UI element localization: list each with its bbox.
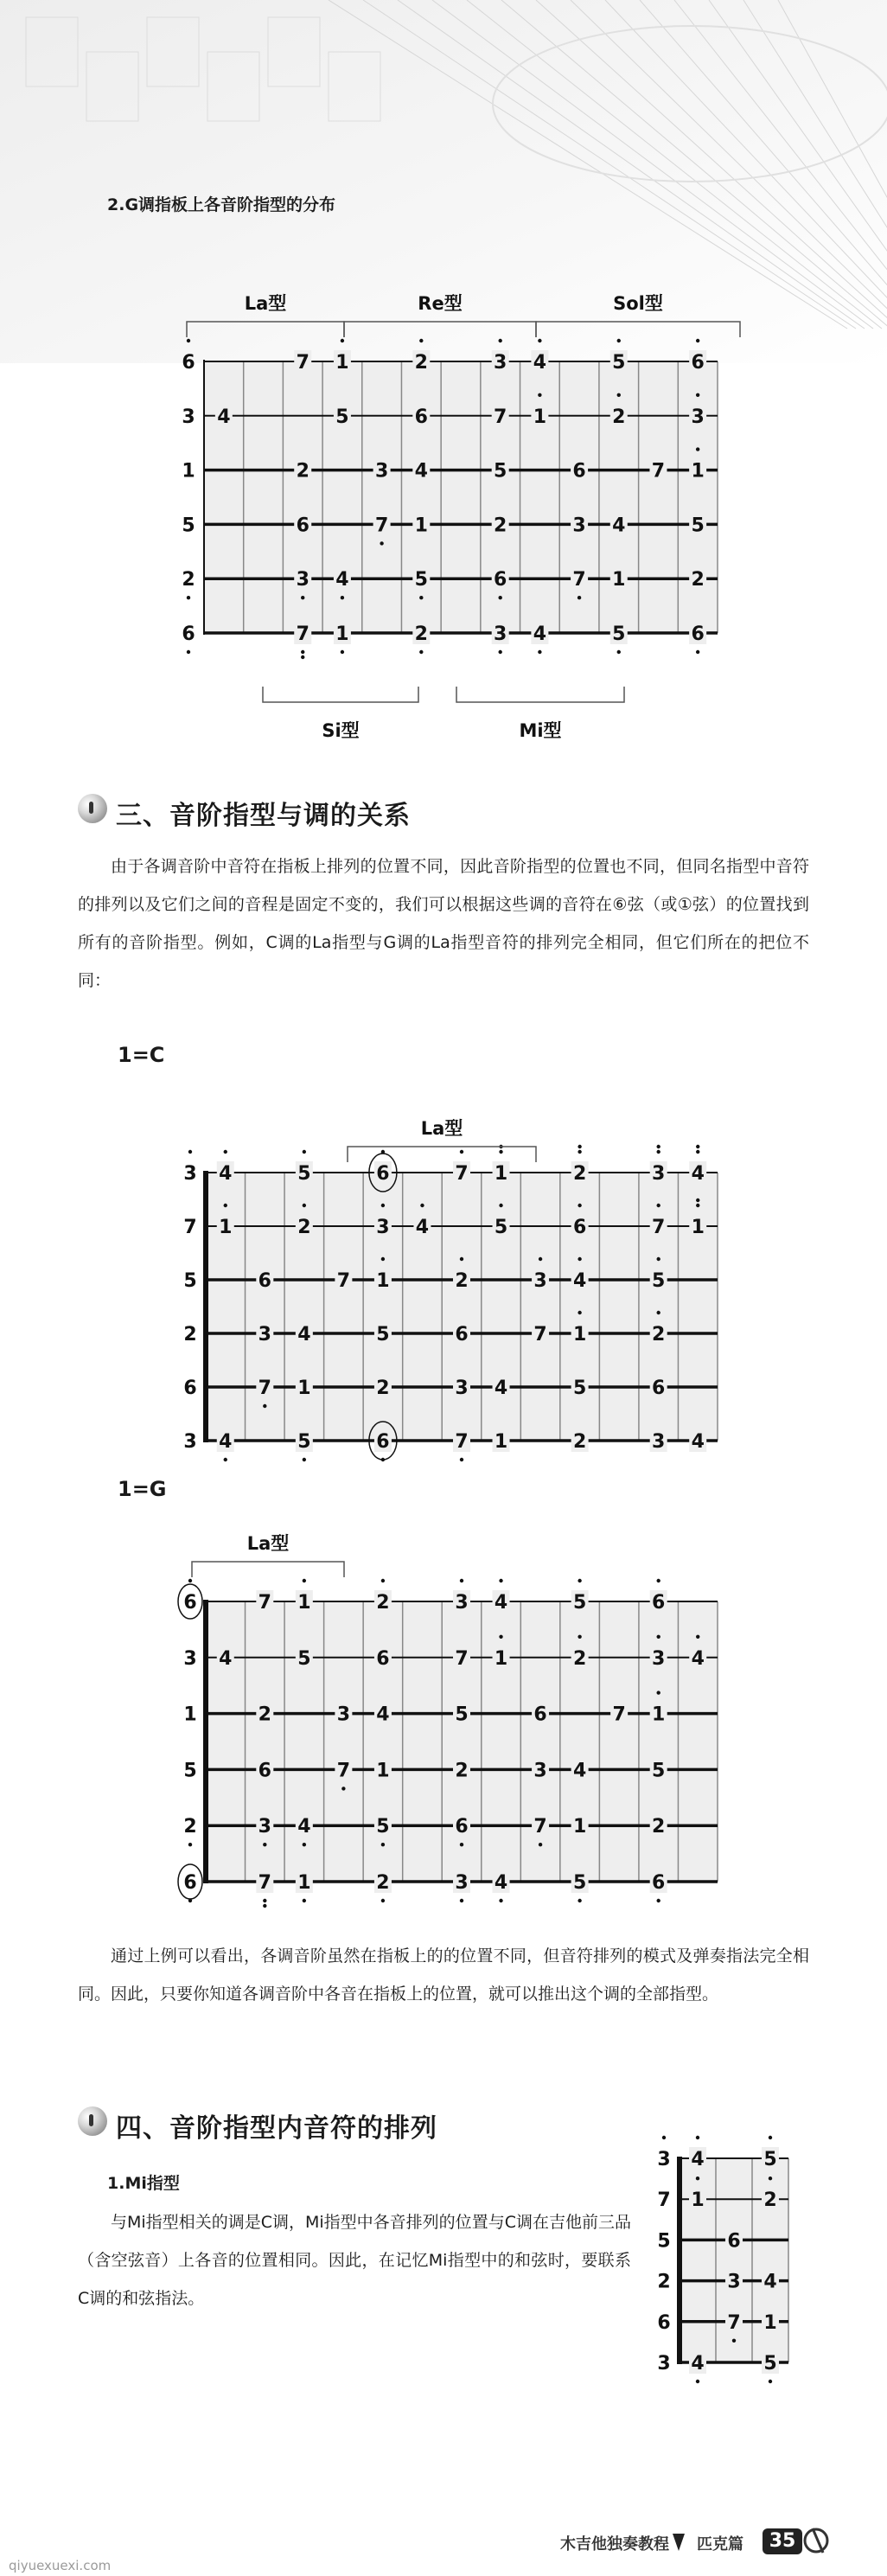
string-note-label: 6	[183, 1377, 197, 1399]
octave-dot	[224, 1458, 227, 1461]
string-note-label: 3	[183, 1163, 197, 1185]
octave-dot	[696, 393, 699, 397]
scale-note: 5	[297, 1163, 311, 1185]
octave-dot	[662, 2136, 666, 2139]
octave-dot	[187, 596, 190, 599]
scale-note: 2	[258, 1703, 271, 1726]
string-note-label: 6	[182, 352, 195, 374]
scale-note: 6	[376, 1163, 390, 1185]
scale-note: 2	[297, 1217, 311, 1238]
scale-note: 7	[494, 406, 507, 428]
octave-dot	[381, 1579, 385, 1582]
octave-dot	[341, 650, 344, 654]
string-note-label: 6	[183, 1592, 197, 1614]
scale-note: 3	[258, 1816, 271, 1838]
scale-note: 7	[374, 515, 389, 537]
scale-note: 1	[572, 1324, 587, 1346]
octave-dot	[696, 1145, 699, 1148]
scale-note: 1	[335, 623, 349, 645]
string-note-label: 6	[182, 623, 195, 645]
octave-dot	[381, 1204, 385, 1207]
octave-dot	[499, 1204, 502, 1207]
octave-dot	[578, 1635, 581, 1639]
string-note-label: 1	[182, 460, 195, 483]
scale-note: 3	[533, 1760, 547, 1782]
scale-note: 5	[455, 1703, 469, 1726]
octave-dot	[696, 650, 699, 654]
scale-note: 5	[691, 515, 705, 537]
scale-note: 1	[297, 1872, 311, 1894]
octave-dot	[499, 1150, 502, 1154]
octave-dot	[419, 339, 423, 342]
scale-note: 6	[533, 1703, 547, 1726]
scale-note: 1	[691, 460, 705, 483]
scale-note: 1	[219, 1217, 233, 1238]
scale-note: 7	[651, 460, 666, 483]
scale-note: 7	[533, 1324, 547, 1346]
scale-note: 3	[652, 1647, 666, 1670]
scale-note: 4	[415, 1217, 430, 1238]
scale-note: 1	[335, 352, 349, 374]
scale-note: 7	[258, 1592, 271, 1614]
scale-note: 3	[455, 1872, 469, 1894]
octave-dot	[538, 339, 541, 342]
octave-dot	[696, 2136, 699, 2139]
fretboard	[206, 1601, 718, 1882]
octave-dot	[301, 650, 304, 654]
octave-dot	[696, 447, 699, 451]
scale-note: 4	[335, 569, 349, 591]
octave-dot	[656, 1635, 660, 1639]
octave-dot	[187, 339, 190, 342]
scale-note: 6	[652, 1872, 666, 1894]
octave-dot	[696, 1204, 699, 1207]
scale-note: 7	[455, 1431, 469, 1453]
scale-note: 2	[652, 1324, 666, 1346]
scale-note: 4	[691, 1647, 705, 1670]
scale-note: 3	[727, 2271, 741, 2293]
scale-note: 4	[612, 515, 626, 537]
octave-dot	[696, 1199, 699, 1202]
string-note-label: 3	[183, 1431, 197, 1453]
scale-note: 6	[691, 352, 705, 374]
string-note-label: 5	[183, 1760, 197, 1782]
scale-note: 4	[691, 2353, 705, 2375]
octave-dot	[617, 650, 621, 654]
octave-dot	[460, 1257, 463, 1261]
scale-note: 4	[763, 2271, 777, 2293]
scale-note: 5	[652, 1760, 666, 1782]
scale-note: 2	[376, 1872, 390, 1894]
scale-note: 3	[572, 515, 586, 537]
string-note-label: 5	[657, 2230, 671, 2253]
scale-note: 2	[572, 1647, 587, 1670]
scale-note: 2	[376, 1592, 390, 1614]
scale-note: 7	[727, 2311, 741, 2334]
octave-dot	[188, 1579, 192, 1582]
octave-dot	[539, 1257, 542, 1261]
pattern-label: Si型	[322, 720, 360, 741]
section-3-title: 三、音阶指型与调的关系	[116, 801, 411, 831]
octave-dot	[578, 1257, 581, 1261]
string-note-label: 3	[657, 2353, 671, 2375]
scale-note: 6	[376, 1647, 390, 1670]
scale-note: 6	[494, 569, 507, 591]
octave-dot	[263, 1904, 266, 1908]
scale-note: 7	[296, 352, 309, 374]
octave-dot	[499, 1635, 502, 1639]
string-note-label: 3	[183, 1647, 197, 1670]
scale-note: 3	[296, 569, 309, 591]
scale-note: 3	[494, 352, 507, 374]
scale-note: 4	[217, 406, 231, 428]
octave-dot	[498, 650, 501, 654]
string-note-label: 7	[183, 1217, 197, 1238]
scale-note: 2	[572, 1431, 587, 1453]
scale-note: 6	[691, 623, 705, 645]
octave-dot	[696, 2176, 699, 2180]
mi-pattern-bracket	[456, 687, 624, 741]
scale-note: 4	[533, 623, 547, 645]
scale-note: 1	[612, 569, 626, 591]
scale-note: 3	[258, 1324, 271, 1346]
scale-note: 6	[572, 460, 586, 483]
scale-note: 5	[297, 1647, 311, 1670]
scale-note: 5	[335, 406, 349, 428]
scale-note: 7	[455, 1647, 469, 1670]
scale-note: 6	[455, 1324, 469, 1346]
octave-dot	[656, 1579, 660, 1582]
pattern-label: Mi型	[519, 720, 562, 741]
octave-dot	[656, 1691, 660, 1694]
scale-note: 6	[727, 2230, 741, 2253]
scale-note: 1	[376, 1270, 390, 1292]
string-note-label: 7	[657, 2189, 671, 2212]
scale-note: 2	[652, 1816, 666, 1838]
octave-dot	[419, 650, 423, 654]
section-4-subtitle: 1.Mi指型	[107, 2174, 180, 2193]
scale-note: 1	[572, 1816, 587, 1838]
scale-note: 3	[376, 1217, 390, 1238]
octave-dot	[538, 393, 541, 397]
octave-dot	[617, 339, 621, 342]
scale-note: 6	[652, 1377, 666, 1399]
octave-dot	[460, 1579, 463, 1582]
scale-note: 4	[572, 1270, 587, 1292]
scale-note: 2	[612, 406, 626, 428]
string-note-label: 2	[183, 1816, 197, 1838]
scale-note: 7	[296, 623, 309, 645]
scale-note: 4	[572, 1760, 587, 1782]
watermark-text: qiyuexuexi.com	[9, 2558, 112, 2573]
key-g-label: 1=G	[118, 1477, 167, 1501]
octave-dot	[187, 650, 190, 654]
octave-dot	[263, 1899, 266, 1902]
scale-note: 5	[297, 1431, 311, 1453]
octave-dot	[301, 655, 304, 659]
scale-note: 4	[219, 1647, 233, 1670]
pattern-label: Re型	[418, 293, 463, 314]
scale-note: 5	[763, 2353, 777, 2375]
octave-dot	[381, 1899, 385, 1902]
scale-note: 1	[691, 2189, 705, 2212]
scale-note: 7	[533, 1816, 547, 1838]
octave-dot	[381, 1257, 385, 1261]
c-key-la-pattern-fretboard	[183, 1145, 718, 1461]
octave-dot	[224, 1204, 227, 1207]
octave-dot	[224, 1150, 227, 1154]
pattern-label: Sol型	[613, 293, 663, 314]
octave-dot	[578, 1150, 581, 1154]
scale-note: 6	[296, 515, 309, 537]
octave-dot	[769, 2136, 772, 2139]
scale-note: 7	[336, 1760, 351, 1782]
scale-note: 5	[414, 569, 428, 591]
scale-note: 4	[494, 1872, 508, 1894]
octave-dot	[696, 1635, 699, 1639]
scale-note: 4	[691, 1163, 705, 1185]
scale-note: 2	[763, 2189, 777, 2212]
scale-note: 3	[455, 1592, 469, 1614]
octave-dot	[769, 2176, 772, 2180]
octave-dot	[303, 1579, 306, 1582]
scale-note: 4	[494, 1377, 508, 1399]
scale-note: 1	[494, 1163, 508, 1185]
scale-note: 4	[297, 1324, 311, 1346]
string-note-label: 6	[657, 2311, 671, 2334]
scale-note: 1	[494, 1431, 508, 1453]
octave-dot	[578, 1579, 581, 1582]
scale-note: 6	[572, 1217, 587, 1238]
section-bullet-icon	[78, 794, 107, 823]
key-c-label: 1=C	[118, 1043, 165, 1067]
string-note-label: 3	[182, 406, 195, 428]
section-bullet-icon	[78, 2106, 107, 2136]
scale-note: 5	[652, 1270, 666, 1292]
scale-note: 2	[414, 352, 428, 374]
octave-dot	[656, 1145, 660, 1148]
scale-note: 3	[652, 1163, 666, 1185]
scale-note: 5	[572, 1872, 587, 1894]
octave-dot	[460, 1458, 463, 1461]
string-note-label: 3	[657, 2149, 671, 2170]
g-key-la-pattern-fretboard	[178, 1579, 718, 1908]
scale-note: 3	[652, 1431, 666, 1453]
scale-note: 2	[494, 515, 507, 537]
scale-note: 5	[376, 1816, 390, 1838]
scale-note: 2	[572, 1163, 587, 1185]
octave-dot	[656, 1150, 660, 1154]
footer-guitar-icon	[805, 2529, 827, 2552]
scale-note: 2	[455, 1760, 469, 1782]
octave-dot	[656, 1311, 660, 1314]
octave-dot	[499, 1899, 502, 1902]
scale-note: 4	[219, 1163, 233, 1185]
octave-dot	[498, 339, 501, 342]
footer-triangle-icon	[673, 2534, 685, 2551]
octave-dot	[578, 1204, 581, 1207]
octave-dot	[460, 1843, 463, 1846]
scale-note: 1	[494, 1647, 508, 1670]
scale-note: 7	[652, 1217, 666, 1238]
octave-dot	[188, 1843, 192, 1846]
octave-dot	[656, 1899, 660, 1902]
scale-note: 6	[258, 1760, 271, 1782]
scale-note: 1	[691, 1217, 705, 1238]
scale-note: 5	[376, 1324, 390, 1346]
string-note-label: 2	[182, 569, 195, 591]
si-pattern-bracket	[263, 687, 418, 741]
scale-note: 4	[691, 1431, 705, 1453]
scale-note: 3	[336, 1703, 351, 1726]
octave-dot	[419, 596, 423, 599]
pattern-label: La型	[244, 293, 287, 314]
string-note-label: 2	[183, 1324, 197, 1346]
scale-note: 6	[652, 1592, 666, 1614]
section-3-paragraph: 由于各调音阶中音符在指板上排列的位置不同，因此音阶指型的位置也不同，但同名指型中音符的排列以及它们之间的音程是固定不变的，我们可以根据这些调的音符在⑥弦（或①弦）的位置找到所有的音阶指型。例如，C调的La指型与G调的La指型音符的排列完全相同，但它们所在的把位不同：	[78, 857, 809, 990]
scale-note: 7	[455, 1163, 469, 1185]
scale-note: 3	[374, 460, 389, 483]
scale-note: 5	[763, 2149, 777, 2170]
octave-dot	[188, 1150, 192, 1154]
scale-note: 5	[572, 1377, 587, 1399]
octave-dot	[380, 541, 383, 545]
octave-dot	[301, 596, 304, 599]
octave-dot	[303, 1204, 306, 1207]
scale-note: 4	[219, 1431, 233, 1453]
scale-note: 3	[533, 1270, 547, 1292]
footer-book-title: 木吉他独奏教程	[560, 2535, 669, 2554]
octave-dot	[460, 1150, 463, 1154]
string-note-label: 2	[657, 2271, 671, 2293]
scale-note: 4	[533, 352, 547, 374]
scale-note: 1	[297, 1377, 311, 1399]
octave-dot	[539, 1843, 542, 1846]
scale-note: 2	[455, 1270, 469, 1292]
scale-note: 5	[612, 352, 626, 374]
octave-dot	[341, 596, 344, 599]
scale-note: 7	[258, 1872, 271, 1894]
scale-note: 4	[297, 1816, 311, 1838]
fretboard	[204, 361, 718, 633]
g-la-pattern-bracket	[192, 1533, 344, 1577]
octave-dot	[656, 1204, 660, 1207]
scale-note: 5	[494, 1217, 508, 1238]
g-key-full-fretboard	[182, 339, 718, 659]
octave-dot	[578, 1145, 581, 1148]
scale-note: 2	[691, 569, 705, 591]
pattern-label: La型	[246, 1533, 290, 1554]
octave-dot	[732, 2339, 736, 2343]
string-note-label: 6	[183, 1872, 197, 1894]
scale-note: 1	[533, 406, 547, 428]
fretboard	[206, 1173, 718, 1441]
octave-dot	[696, 1150, 699, 1154]
scale-note: 7	[258, 1377, 271, 1399]
scale-note: 5	[572, 1592, 587, 1614]
scale-note: 7	[572, 569, 586, 591]
octave-dot	[696, 2380, 699, 2383]
octave-dot	[263, 1843, 266, 1846]
scale-note: 2	[414, 623, 428, 645]
scale-note: 1	[763, 2311, 777, 2334]
octave-dot	[420, 1204, 424, 1207]
octave-dot	[381, 1843, 385, 1846]
octave-dot	[341, 1787, 345, 1790]
section-4-title: 四、音阶指型内音符的排列	[116, 2113, 437, 2144]
scale-note: 1	[652, 1703, 666, 1726]
scale-note: 4	[376, 1703, 390, 1726]
section-4-paragraph: 与Mi指型相关的调是C调，Mi指型中各音排列的位置与C调在吉他前三品（含空弦音）上各音的位置相同。因此，在记忆Mi指型中的和弦时，要联系C调的和弦指法。	[78, 2213, 631, 2308]
octave-dot	[696, 339, 699, 342]
scale-note: 1	[414, 515, 428, 537]
mi-pattern-small-fretboard	[657, 2136, 788, 2383]
string-note-label: 1	[183, 1703, 197, 1726]
scale-note: 2	[376, 1377, 390, 1399]
footer-author: 匹克篇	[697, 2535, 743, 2554]
octave-dot	[460, 1899, 463, 1902]
footer-decoration	[673, 2528, 827, 2553]
octave-dot	[498, 596, 501, 599]
octave-dot	[303, 1899, 306, 1902]
string-note-label: 5	[182, 515, 195, 537]
octave-dot	[578, 1311, 581, 1314]
scale-note: 6	[414, 406, 428, 428]
scale-note: 6	[258, 1270, 271, 1292]
octave-dot	[656, 1257, 660, 1261]
scale-note: 3	[691, 406, 705, 428]
page-number: 35	[763, 2528, 802, 2554]
octave-dot	[769, 2380, 772, 2383]
scale-note: 1	[376, 1760, 390, 1782]
scale-note: 7	[612, 1703, 626, 1726]
scale-note: 7	[336, 1270, 351, 1292]
scale-note: 6	[455, 1816, 469, 1838]
string-note-label: 5	[183, 1270, 197, 1292]
octave-dot	[303, 1458, 306, 1461]
scale-note: 1	[297, 1592, 311, 1614]
octave-dot	[263, 1404, 266, 1408]
octave-dot	[303, 1843, 306, 1846]
scale-note: 4	[691, 2149, 705, 2170]
scale-note: 3	[494, 623, 507, 645]
diagram-section-title: 2.G调指板上各音阶指型的分布	[107, 195, 336, 214]
scale-note: 5	[494, 460, 507, 483]
scale-note: 5	[612, 623, 626, 645]
octave-dot	[303, 1150, 306, 1154]
scale-note: 2	[296, 460, 309, 483]
scale-note: 4	[494, 1592, 508, 1614]
octave-dot	[578, 1899, 581, 1902]
octave-dot	[341, 339, 344, 342]
scale-note: 6	[376, 1431, 390, 1453]
summary-paragraph: 通过上例可以看出，各调音阶虽然在指板上的的位置不同，但音符排列的模式及弹奏指法完全相同。因此，只要你知道各调音阶中各音在指板上的位置，就可以推出这个调的全部指型。	[78, 1946, 809, 2004]
scale-note: 4	[414, 460, 428, 483]
octave-dot	[499, 1579, 502, 1582]
octave-dot	[578, 596, 581, 599]
octave-dot	[538, 650, 541, 654]
scale-note: 3	[455, 1377, 469, 1399]
pattern-label: La型	[420, 1118, 463, 1139]
octave-dot	[617, 393, 621, 397]
